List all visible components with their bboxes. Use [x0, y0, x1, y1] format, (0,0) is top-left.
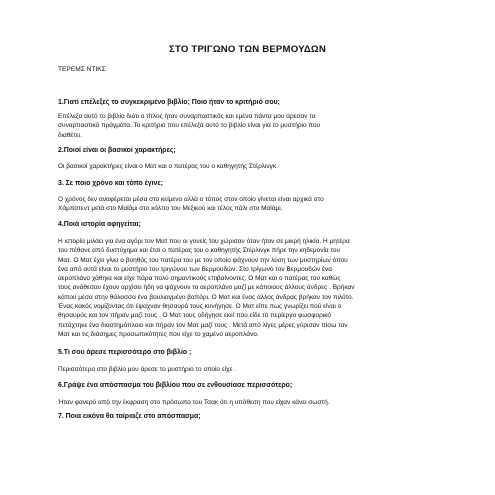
answer-line: Ένας κακός νομίζοντας ότι έψαχναν θησαυρό τους κυνήγησε. Ο Ματ είπε πως γνωρίζει πού είναι ο	[58, 303, 342, 311]
answer-line: Χάμπστεντ μετά στο Μαϊάμι στο κόλπο του Μεξικού και τέλος πάλι στο Μαϊάμι.	[58, 205, 283, 213]
answer-line: αεροπλάνο χάθηκε και είχε πάρα πολύ σημαντικούς επιβαίνοντες. Ο Ματ και ο πατέρας του καθώς	[58, 275, 341, 283]
answer-line: Περισσότερο στο βιβλίο μου άρεσε το μυστήριο το οποίο είχε .	[58, 366, 237, 373]
answer-line: Οι βασικοί χαρακτήρες είναι ο Ματ και ο πατέρας του ο καθηγητής Στέρλινγκ.	[58, 163, 278, 170]
answer-1	[58, 112, 450, 140]
answer-line: Ο χρόνος δεν αναφέρεται μέσα στο κείμενο αλλά ο τόπος στον οποίο γίνεται είναι αρχικά στο	[58, 196, 324, 203]
answer-line: Επέλεξα αυτό το βιβλίο διότι ο τίτλος ήταν συναρπαστικός και εμένα πάντα μου άρεσαν τα	[58, 113, 316, 120]
question-3: 3. Σε ποιο χρόνο και τόπο έγινε;	[58, 180, 163, 187]
answer-line: συναρπαστικά πράγματα. Το κριτήριο που επέλεξα αυτό το βιβλίο είναι για το μυστήριο που	[58, 122, 321, 130]
answer-line: Ματ και τις διάσημες προσωπικότητες που είχε το χαμένο αεροπλάνο.	[58, 330, 259, 338]
answer-line: Ήταν φανερό από την έκφραση στο πρόσωπο του Τσακ ότι η υπόθεση που είχαν κάνει σωστή.	[58, 399, 330, 406]
question-2: 2.Ποιοί είναι οι βασικοί χαρακτήρες;	[58, 147, 176, 154]
answer-4	[58, 237, 450, 339]
question-1: 1.Γιατί επέλεξες το συγκεκριμένο βιβλίο; Ποιο ήταν το κριτήριό σου;	[58, 99, 280, 106]
answer-3	[58, 195, 450, 214]
question-6: 6.Γράψε ένα απόσπασμα του βιβλίου που σε ενθουσίασε περισσότερο;	[58, 382, 293, 389]
answer-line: πετάχτηκε ένα διαστημόπλοιο και πήραν τον Ματ μαζί τους . Μετά από λίγες μέρες γύρισαν πίσω τον	[58, 321, 348, 329]
answer-line: ένα από αυτά είναι το μυστήριο του τριγώνου των Βερμουδών. Στο τρίγωνο τον Βερμουδών ένα	[58, 265, 332, 273]
answer-line: τους ανάθεσαν έχουν αρχίσει ήδη να ψάχνουν το αεροπλάνο μαζί με κάποιους άλλους άνδρες . Βρήκαν	[58, 284, 355, 292]
question-7: 7. Ποια εικόνα θα ταίριαζε στο απόσπασμα;	[58, 413, 201, 420]
answer-line: Ματ. Ο Ματ έχει γίνει ο βοηθός του πατέρα του με τον οποίο ψάχνουν την λύση των μυστηρίων όπου	[58, 256, 348, 264]
answer-6	[58, 398, 450, 407]
answer-2	[58, 162, 450, 171]
question-4: 4.Ποιά ιστορία αφηγείται;	[58, 221, 141, 228]
answer-5	[58, 365, 450, 374]
answer-line: διαθέτει.	[58, 131, 83, 139]
answer-line: του πέθανε από δυστύχημα και έτσι ο πατέρας του ο καθηγητής Στέρλινγκ πήρε την κηδεμονία του	[58, 247, 341, 255]
answer-line: θησαυρός και τον πήραν μαζί τους . Ο Ματ τους οδήγησε εκεί που είδε το περίεργο φωσφορικό	[58, 312, 332, 320]
document-title: ΣΤΟ ΤΡΙΓΩΝΟ ΤΩΝ ΒΕΡΜΟΥΔΩΝ	[169, 44, 326, 55]
document-author: ΤΕΡΕΜΣ ΝΤΙΚΣ	[58, 66, 106, 73]
answer-line: κάπου μέσα στην θάλασσα ένα βουλιαγμένο βαπόρι. Ο Ματ και ένας άλλος άνδρας βρήκαν τον πιλότο.	[58, 293, 354, 301]
question-5: 5.Τι σου άρεσε περισσότερο στο βιβλίο ;	[58, 349, 192, 356]
answer-line: Η ιστορία μιλάει για ένα αγόρι τον Ματ που οι γονείς του χώρισαν όταν ήταν σε μικρή ηλικία. Η μητέρα	[58, 238, 350, 245]
